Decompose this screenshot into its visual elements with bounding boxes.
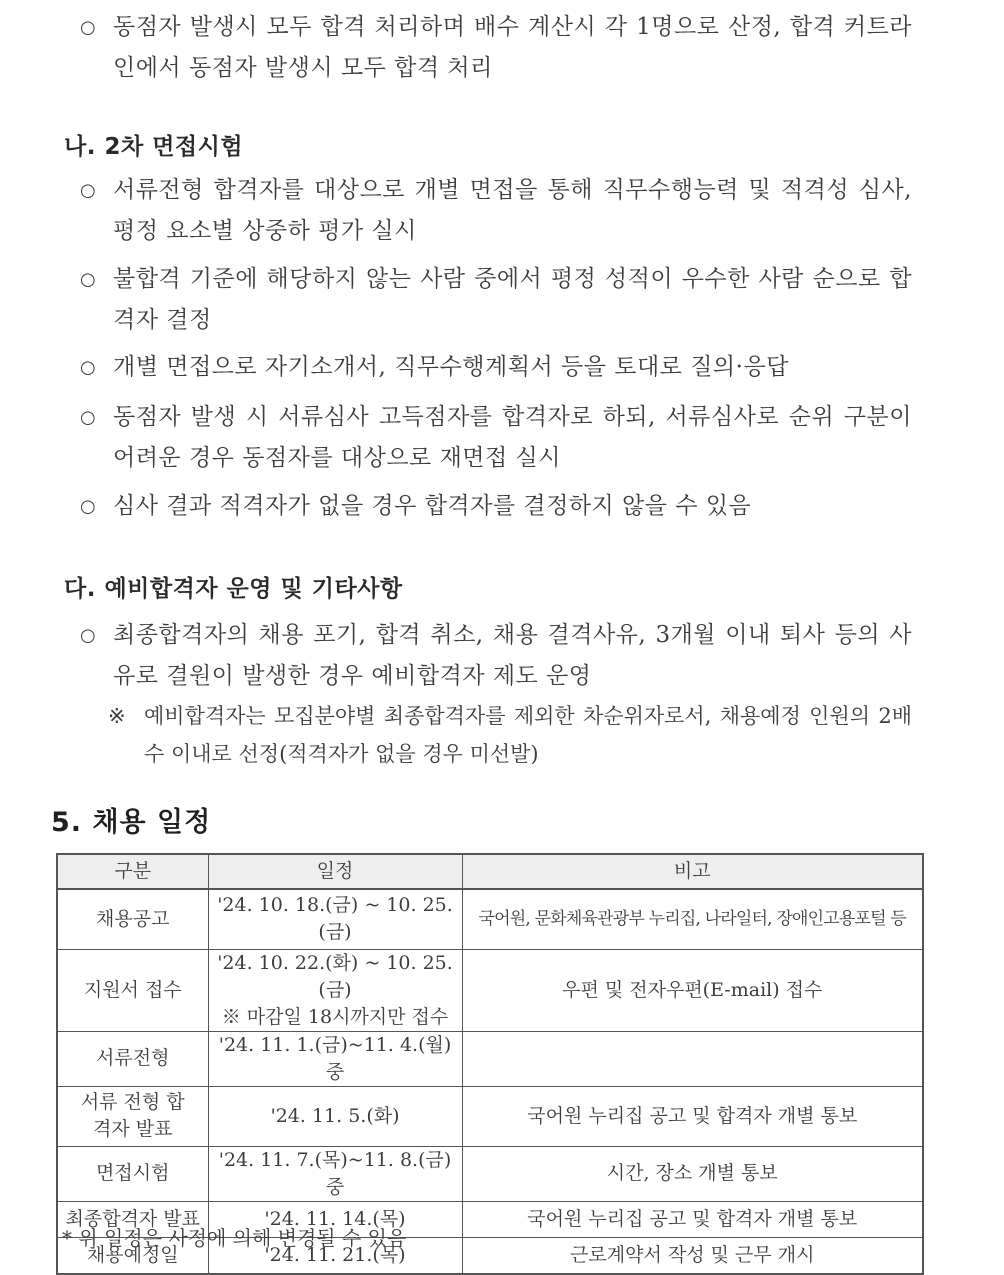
subsection-heading-reserve: 다. 예비합격자 운영 및 기타사항 (64, 576, 403, 602)
interview-item-2 (80, 259, 912, 341)
interview-item-5 (80, 486, 912, 527)
bullet-icon: ○ (80, 625, 97, 646)
bullet-icon: ○ (80, 17, 97, 38)
header-remark: 비고 (462, 854, 923, 889)
interview-item-1 (80, 170, 912, 252)
interview-item-text: 불합격 기준에 해당하지 않는 사람 중에서 평정 성적이 우수한 사람 순으로 합격자 결정 (113, 266, 912, 333)
bullet-icon: ○ (80, 180, 97, 201)
bullet-icon: ○ (80, 269, 97, 290)
cell-remark: 우편 및 전자우편(E-mail) 접수 (462, 949, 923, 1031)
table-header-row (57, 854, 923, 889)
cell-date (208, 949, 462, 1031)
interview-item-3 (80, 347, 912, 388)
table-row (57, 1146, 923, 1201)
reserve-item-1 (80, 615, 912, 697)
criteria-item-tie-pass (80, 7, 912, 89)
criteria-text: 동점자 발생시 모두 합격 처리하며 배수 계산시 각 1명으로 산정, 합격 커트라인에서 동점자 발생시 모두 합격 처리 (113, 14, 912, 81)
cell-category: 최종합격자 발표 (57, 1201, 208, 1237)
table-row (57, 1086, 923, 1146)
bullet-icon: ○ (80, 407, 97, 428)
cell-remark: 시간, 장소 개별 통보 (462, 1146, 923, 1201)
cell-remark: 국어원 누리집 공고 및 합격자 개별 통보 (462, 1201, 923, 1237)
cell-category: 서류전형 (57, 1031, 208, 1086)
cell-date: '24. 11. 5.(화) (208, 1086, 462, 1146)
cell-date: '24. 10. 18.(금) ~ 10. 25.(금) (208, 889, 462, 949)
reserve-item-text: 최종합격자의 채용 포기, 합격 취소, 채용 결격사유, 3개월 이내 퇴사 등의 사유로 결원이 발생한 경우 예비합격자 제도 운영 (113, 622, 912, 689)
interview-item-text: 동점자 발생 시 서류심사 고득점자를 합격자로 하되, 서류심사로 순위 구분이 어려운 경우 동점자를 대상으로 재면접 실시 (113, 404, 912, 471)
cell-remark: 국어원 누리집 공고 및 합격자 개별 통보 (462, 1086, 923, 1146)
bullet-icon: ○ (80, 357, 97, 378)
schedule-table (56, 853, 924, 1275)
interview-item-4 (80, 397, 912, 479)
cell-category: 채용공고 (57, 889, 208, 949)
cell-date-note: ※ 마감일 18시까지만 접수 (221, 1005, 449, 1028)
cell-category: 면접시험 (57, 1146, 208, 1201)
bullet-icon: ○ (80, 496, 97, 517)
interview-item-text: 심사 결과 적격자가 없을 경우 합격자를 결정하지 않을 수 있음 (113, 493, 752, 519)
cell-category: 지원서 접수 (57, 949, 208, 1031)
reserve-note (108, 697, 912, 773)
cell-date: '24. 11. 7.(목)~11. 8.(금) 중 (208, 1146, 462, 1201)
cell-category: 채용예정일 (57, 1237, 208, 1274)
cell-remark (462, 1031, 923, 1086)
table-row (57, 889, 923, 949)
cell-date: '24. 11. 1.(금)~11. 4.(월) 중 (208, 1031, 462, 1086)
header-date: 일정 (208, 854, 462, 889)
table-row (57, 949, 923, 1031)
cell-date-range: '24. 10. 22.(화) ~ 10. 25.(금) (217, 951, 453, 1001)
reserve-note-text: 예비합격자는 모집분야별 최종합격자를 제외한 차순위자로서, 채용예정 인원의 2배수 이내로 선정(적격자가 없을 경우 미선발) (144, 704, 912, 766)
table-row (57, 1031, 923, 1086)
cell-date: '24. 11. 14.(목) (208, 1201, 462, 1237)
cell-remark: 국어원, 문화체육관광부 누리집, 나라일터, 장애인고용포털 등 (462, 889, 923, 949)
schedule-footnote: * 위 일정은 사정에 의해 변경될 수 있음 (62, 1226, 407, 1250)
section-title-schedule: 5. 채용 일정 (51, 807, 212, 838)
cell-category: 서류 전형 합격자 발표 (57, 1086, 208, 1146)
header-category: 구분 (57, 854, 208, 889)
interview-item-text: 서류전형 합격자를 대상으로 개별 면접을 통해 직무수행능력 및 적격성 심사, 평정 요소별 상중하 평가 실시 (113, 177, 912, 244)
cell-remark: 근로계약서 작성 및 근무 개시 (462, 1237, 923, 1274)
interview-item-text: 개별 면접으로 자기소개서, 직무수행계획서 등을 토대로 질의·응답 (113, 354, 789, 380)
cell-date: '24. 11. 21.(목) (208, 1237, 462, 1274)
subsection-heading-interview: 나. 2차 면접시험 (64, 134, 244, 160)
reference-mark-icon: ※ (108, 704, 126, 728)
